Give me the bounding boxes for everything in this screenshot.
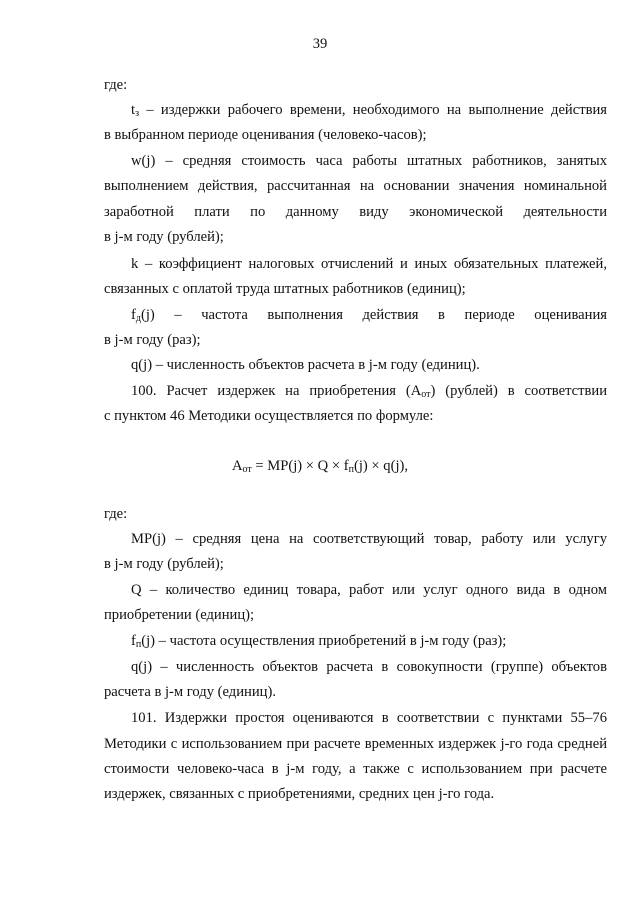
text-span: = МР(j) × Q × f	[251, 458, 349, 474]
text-line	[131, 307, 607, 324]
text-line: стоимости человеко-часа в j-м году, а также с использованием при расчете	[104, 761, 607, 777]
subscript: з	[135, 108, 140, 119]
text-line: связанных с оплатой труда штатных работников (единиц);	[104, 281, 466, 297]
text-span: t	[131, 102, 136, 118]
subscript: д	[135, 313, 141, 324]
text-span: ) (рублей) в соответствии	[430, 383, 608, 399]
text-span: (j) – частота осуществления приобретений в j-м году (раз);	[141, 633, 507, 649]
subscript: от	[421, 389, 431, 400]
text-line: заработной плати по данному виду экономической деятельности	[104, 204, 607, 220]
text-span: f	[131, 307, 136, 323]
text-line: в выбранном периоде оценивания (человеко-часов);	[104, 127, 427, 143]
subscript: от	[242, 464, 252, 475]
page-number: 39	[312, 36, 328, 52]
text-line: k – коэффициент налоговых отчислений и иных обязательных платежей,	[131, 256, 607, 272]
text-line: издержек, связанных с приобретениями, средних цен j-го года.	[104, 786, 495, 802]
subscript: п	[135, 639, 142, 650]
text-line: выполнением действия, рассчитанная на основании значения номинальной	[104, 178, 607, 194]
text-span: А	[231, 458, 243, 474]
formula	[0, 458, 640, 475]
where-label: где:	[104, 506, 128, 522]
text-span: 100. Расчет издержек на приобретения (А	[131, 383, 422, 399]
text-line	[131, 102, 607, 119]
text-line: МР(j) – средняя цена на соответствующий товар, работу или услугу	[131, 531, 607, 547]
text-line: расчета в j-м году (единиц).	[104, 684, 276, 700]
text-line: с пунктом 46 Методики осуществляется по формуле:	[104, 408, 434, 424]
text-line: Q – количество единиц товара, работ или услуг одного вида в одном	[131, 582, 607, 598]
text-line: приобретении (единиц);	[104, 607, 255, 623]
text-line: 101. Издержки простоя оцениваются в соответствии с пунктами 55–76	[131, 710, 607, 726]
text-line	[131, 383, 607, 400]
text-line: Методики с использованием при расчете временных издержек j-го года средней	[104, 736, 607, 752]
text-line: в j-м году (раз);	[104, 332, 201, 348]
where-label: где:	[104, 77, 128, 93]
text-span: (j) – частота выполнения действия в периоде оценивания	[140, 307, 607, 323]
text-span: (j) × q(j),	[353, 458, 409, 474]
text-span: – издержки рабочего времени, необходимого на выполнение действия	[139, 102, 607, 118]
text-line: q(j) – численность объектов расчета в совокупности (группе) объектов	[131, 659, 607, 675]
text-span: f	[131, 633, 136, 649]
text-line: в j-м году (рублей);	[104, 229, 224, 245]
text-line: w(j) – средняя стоимость часа работы штатных работников, занятых	[131, 153, 607, 169]
text-line	[131, 633, 506, 650]
text-line: в j-м году (рублей);	[104, 556, 224, 572]
subscript: п	[348, 464, 354, 475]
text-line: q(j) – численность объектов расчета в j-м году (единиц).	[131, 357, 480, 373]
